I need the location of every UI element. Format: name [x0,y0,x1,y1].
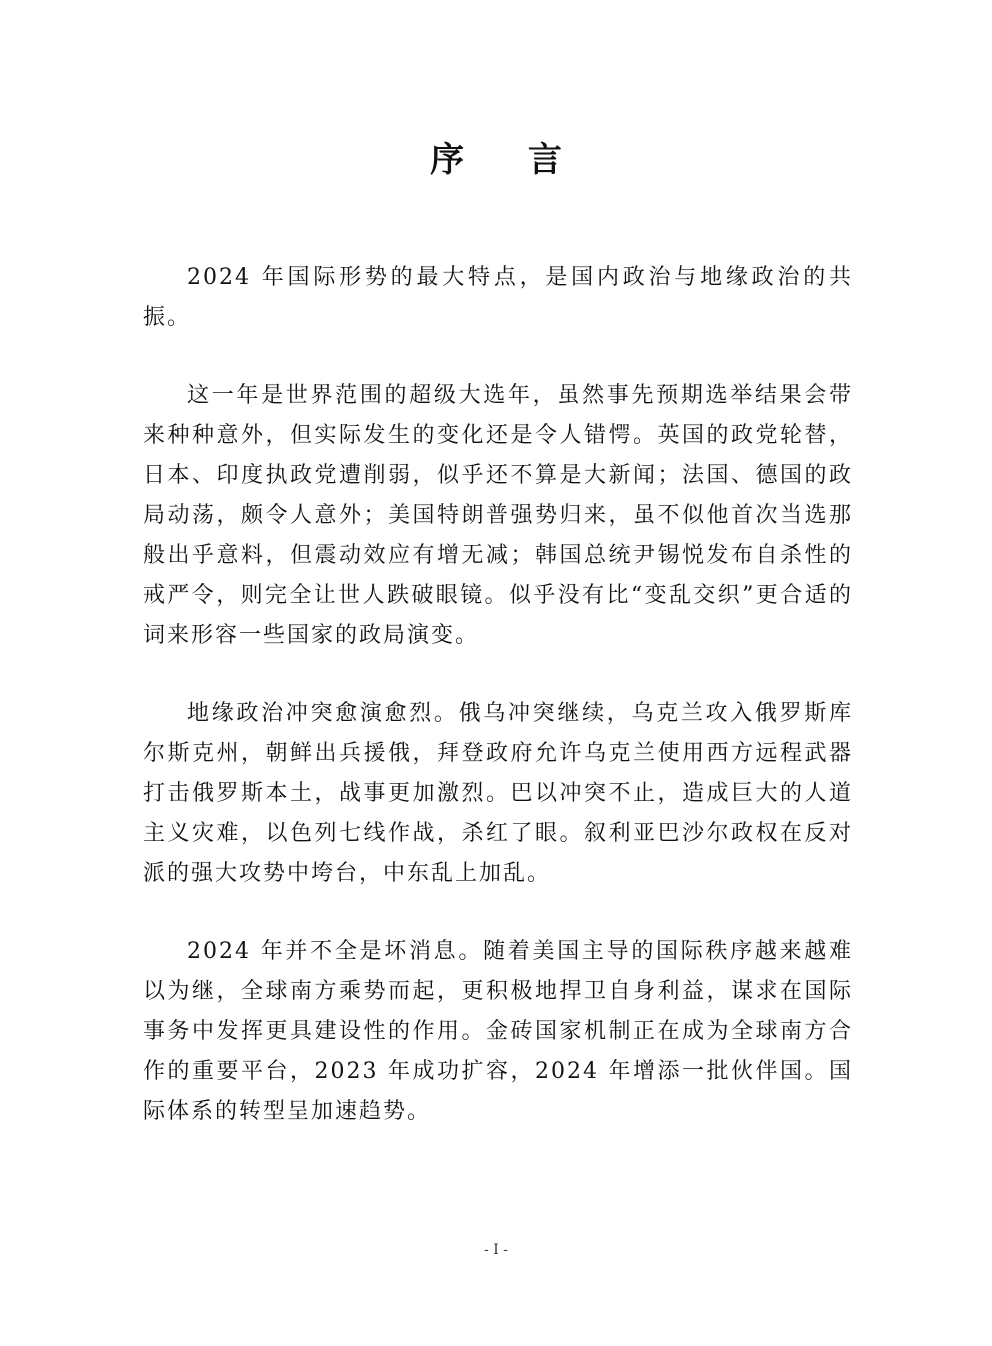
paragraph-3: 地缘政治冲突愈演愈烈。俄乌冲突继续，乌克兰攻入俄罗斯库尔斯克州，朝鲜出兵援俄，拜登政府允许乌克兰使用西方远程武器打击俄罗斯本土，战事更加激烈。巴以冲突不止，造成巨大的人道主义灾难，以色列七线作战，杀红了眼。叙利亚巴沙尔政权在反对派的强大攻势中垮台，中东乱上加乱。 [143,701,853,886]
page-title: 序 言 [430,140,588,180]
body-text [143,258,853,1170]
paragraph-4: 2024 年并不全是坏消息。随着美国主导的国际秩序越来越难以为继，全球南方乘势而起，更积极地捍卫自身利益，谋求在国际事务中发挥更具建设性的作用。金砖国家机制正在成为全球南方合作的重要平台，2023 年成功扩容，2024 年增添一批伙伴国。国际体系的转型呈加速趋势。 [143,939,853,1124]
page-number: - I - [484,1242,508,1258]
paragraph-1: 2024 年国际形势的最大特点，是国内政治与地缘政治的共振。 [143,265,853,330]
paragraph-2: 这一年是世界范围的超级大选年，虽然事先预期选举结果会带来种种意外，但实际发生的变化还是令人错愕。英国的政党轮替，日本、印度执政党遭削弱，似乎还不算是大新闻；法国、德国的政局动荡，颇令人意外；美国特朗普强势归来，虽不似他首次当选那般出乎意料，但震动效应有增无减；韩国总统尹锡悦发布自杀性的戒严令，则完全让世人跌破眼镜。似乎没有比“变乱交织”更合适的词来形容一些国家的政局演变。 [143,383,853,648]
